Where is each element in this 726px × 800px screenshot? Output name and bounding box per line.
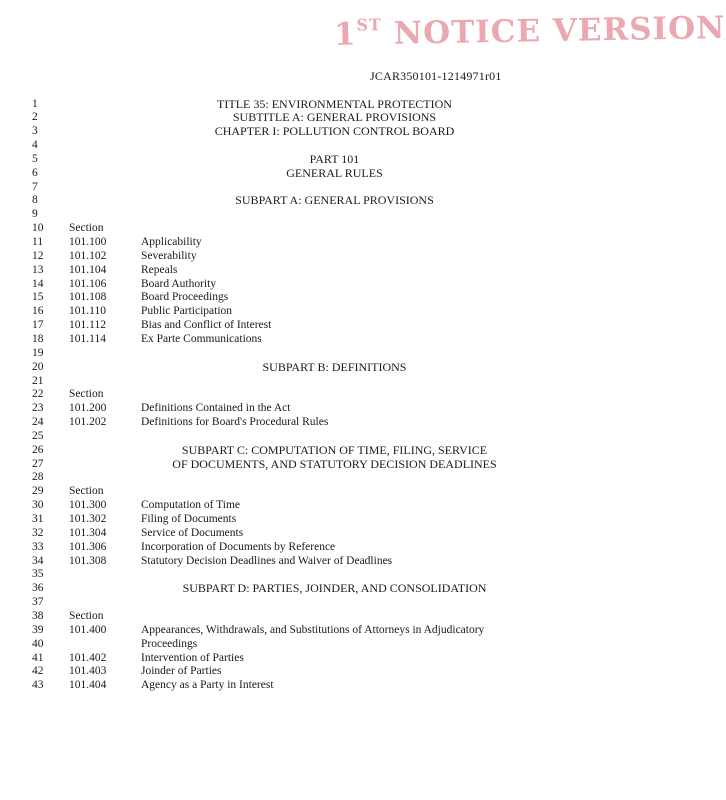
document-id: JCAR350101-1214971r01 <box>370 69 502 83</box>
line-number: 37 <box>32 596 44 609</box>
section-number: 101.404 <box>69 679 107 692</box>
line-number: 19 <box>32 346 44 359</box>
line-number: 35 <box>32 568 44 581</box>
line-number: 21 <box>32 374 44 387</box>
document-line <box>0 110 619 124</box>
line-number: 6 <box>32 166 38 179</box>
document-line <box>0 277 619 291</box>
section-number: 101.104 <box>69 263 107 276</box>
line-number: 22 <box>32 388 44 401</box>
section-number: 101.100 <box>69 236 107 248</box>
document-line <box>0 678 619 692</box>
document-line <box>0 346 619 360</box>
section-heading: SUBPART D: PARTIES, JOINDER, AND CONSOLIDATION <box>182 581 487 596</box>
document-line <box>0 332 619 346</box>
section-number: 101.114 <box>69 332 106 345</box>
section-number: 101.302 <box>69 513 107 525</box>
line-number: 31 <box>32 513 44 525</box>
section-number: 101.403 <box>69 665 107 678</box>
document-line <box>0 318 619 332</box>
document-line <box>0 124 619 138</box>
line-number: 1 <box>32 97 38 110</box>
section-title: Board Proceedings <box>141 291 229 304</box>
document-line <box>0 581 619 595</box>
section-number: 101.306 <box>69 540 107 553</box>
section-number: Section <box>69 609 104 622</box>
line-number: 42 <box>32 665 44 678</box>
document-line <box>0 470 619 484</box>
section-title: Public Participation <box>141 305 233 318</box>
section-number: 101.200 <box>69 402 107 415</box>
line-number: 24 <box>32 416 44 429</box>
section-heading: GENERAL RULES <box>286 165 383 180</box>
section-heading: TITLE 35: ENVIRONMENTAL PROTECTION <box>217 96 452 111</box>
document-line <box>0 249 619 263</box>
section-title: Incorporation of Documents by Reference <box>141 540 336 553</box>
document-line <box>0 457 619 471</box>
section-number: 101.110 <box>69 305 106 318</box>
line-number: 16 <box>32 305 44 318</box>
line-number: 17 <box>32 319 44 332</box>
document-line <box>0 221 619 235</box>
section-heading: CHAPTER I: POLLUTION CONTROL BOARD <box>214 124 455 139</box>
line-number: 10 <box>32 222 44 235</box>
line-number: 41 <box>32 651 44 664</box>
line-number: 30 <box>32 499 44 512</box>
document-line <box>0 415 619 429</box>
line-number: 28 <box>32 471 44 484</box>
document-line <box>0 637 619 651</box>
document-line <box>0 374 619 388</box>
line-number: 18 <box>32 332 44 345</box>
section-title: Board Authority <box>141 277 217 290</box>
document-line <box>0 623 619 637</box>
section-title: Service of Documents <box>141 526 244 539</box>
document-line <box>0 595 619 609</box>
section-number: 101.308 <box>69 554 107 567</box>
section-heading: SUBTITLE A: GENERAL PROVISIONS <box>232 110 437 125</box>
line-number: 25 <box>32 429 44 442</box>
section-number: 101.106 <box>69 277 107 290</box>
section-heading: OF DOCUMENTS, AND STATUTORY DECISION DEADLINES <box>172 456 497 471</box>
section-number: 101.400 <box>69 623 107 636</box>
line-number: 7 <box>32 180 38 193</box>
document-line <box>0 193 619 207</box>
section-title: Bias and Conflict of Interest <box>141 319 272 332</box>
section-title: Repeals <box>141 263 178 276</box>
section-title: Joinder of Parties <box>141 665 222 678</box>
document-line <box>0 526 619 540</box>
document-line <box>0 360 619 374</box>
line-number: 36 <box>32 582 44 595</box>
section-number: 101.102 <box>69 249 107 262</box>
section-title: Applicability <box>141 236 202 248</box>
document-line <box>0 554 619 568</box>
line-number: 32 <box>32 526 44 539</box>
document-line <box>0 97 619 111</box>
section-title: Filing of Documents <box>141 513 237 525</box>
section-number: 101.112 <box>69 319 106 332</box>
section-title: Computation of Time <box>141 499 241 512</box>
section-title: Agency as a Party in Interest <box>141 679 274 692</box>
line-number: 11 <box>32 236 44 248</box>
line-number: 12 <box>32 249 44 262</box>
document-line <box>0 290 619 304</box>
line-number: 20 <box>32 360 44 373</box>
document-line <box>0 180 619 194</box>
document-line <box>0 484 619 498</box>
line-number: 9 <box>32 208 38 221</box>
section-number: 101.402 <box>69 651 107 664</box>
line-number: 8 <box>32 194 38 207</box>
document-line <box>0 498 619 512</box>
document-line <box>0 401 619 415</box>
document-line <box>0 651 619 665</box>
section-title: Definitions Contained in the Act <box>141 402 291 415</box>
line-number: 33 <box>32 540 44 553</box>
line-number: 5 <box>32 152 38 165</box>
document-line <box>0 304 619 318</box>
section-number: 101.304 <box>69 526 107 539</box>
notice-version-stamp: 1ST NOTICE VERSION <box>333 10 726 53</box>
line-number: 14 <box>32 277 44 290</box>
line-number: 43 <box>32 679 44 692</box>
section-title: Appearances, Withdrawals, and Substitutions of Attorneys in Adjudicatory <box>141 623 485 636</box>
document-line <box>0 664 619 678</box>
section-heading: PART 101 <box>309 151 360 166</box>
line-number: 3 <box>32 125 38 138</box>
section-number: Section <box>69 388 104 401</box>
document-line <box>0 429 619 443</box>
section-number: 101.300 <box>69 499 107 512</box>
section-number: Section <box>69 485 104 498</box>
document-line <box>0 387 619 401</box>
section-number: Section <box>69 222 104 235</box>
document-line <box>0 138 619 152</box>
line-number: 34 <box>32 554 44 567</box>
document-line <box>0 609 619 623</box>
line-number: 4 <box>32 139 38 152</box>
section-heading: SUBPART B: DEFINITIONS <box>262 359 407 374</box>
section-title: Ex Parte Communications <box>141 332 262 345</box>
section-number: 101.108 <box>69 291 107 304</box>
document-line <box>0 263 619 277</box>
section-title: Proceedings <box>141 637 198 650</box>
line-number: 38 <box>32 609 44 622</box>
line-number: 23 <box>32 402 44 415</box>
line-number: 40 <box>32 637 44 650</box>
line-number: 26 <box>32 443 44 456</box>
line-number: 27 <box>32 457 44 470</box>
line-number: 39 <box>32 623 44 636</box>
document-line <box>0 207 619 221</box>
section-title: Statutory Decision Deadlines and Waiver of Deadlines <box>141 554 393 567</box>
section-title: Severability <box>141 249 197 262</box>
section-number: 101.202 <box>69 416 107 429</box>
section-title: Definitions for Board's Procedural Rules <box>141 416 329 429</box>
document-line <box>0 166 619 180</box>
line-number: 2 <box>32 111 38 124</box>
section-heading: SUBPART C: COMPUTATION OF TIME, FILING, SERVICE <box>181 442 488 457</box>
line-number: 29 <box>32 485 44 498</box>
document-line <box>0 235 619 249</box>
document-line <box>0 512 619 526</box>
document-line <box>0 443 619 457</box>
document-line <box>0 567 619 581</box>
section-heading: SUBPART A: GENERAL PROVISIONS <box>235 193 434 208</box>
section-title: Intervention of Parties <box>141 651 244 664</box>
line-number: 15 <box>32 291 44 304</box>
document-line <box>0 540 619 554</box>
line-number: 13 <box>32 263 44 276</box>
document-line <box>0 152 619 166</box>
